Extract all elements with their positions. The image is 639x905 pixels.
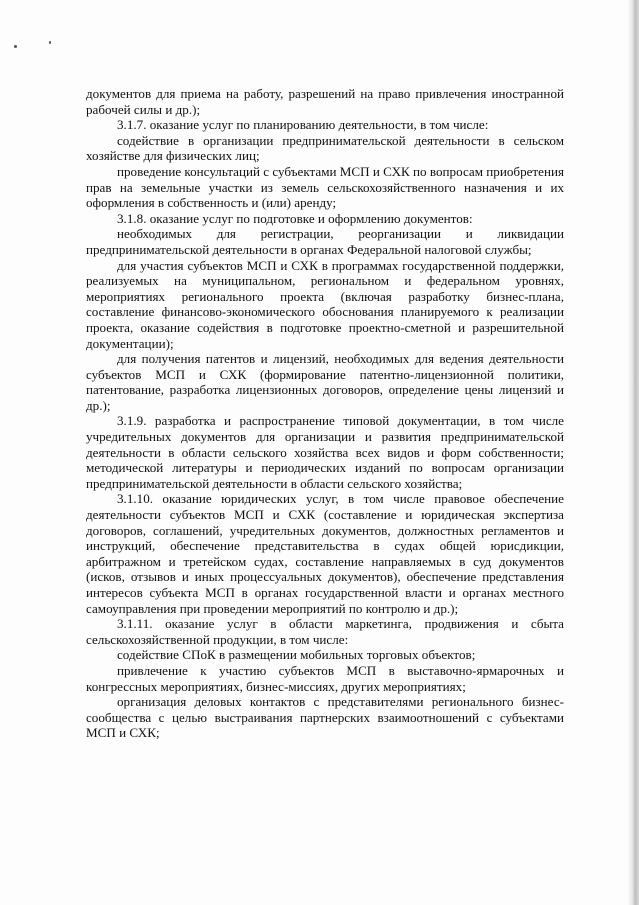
- paragraph-3-1-7-item: проведение консультаций с субъектами МСП и СХК по вопросам приобретения прав на земельные участки из земель сельскохозяйственного назначения и их оформления в собственность и (или) аренду;: [86, 163, 564, 211]
- paragraph-3-1-11: 3.1.11. оказание услуг в области маркетинга, продвижения и сбыта сельскохозяйственной продукции, в том числе:: [86, 616, 564, 647]
- paragraph-3-1-11-item: привлечение к участию субъектов МСП в выставочно-ярмарочных и конгрессных мероприятиях, бизнес-миссиях, других мероприятиях;: [86, 662, 564, 694]
- paragraph-3-1-7-item: содействие в организации предпринимательской деятельности в сельском хозяйстве для физических лиц;: [86, 132, 564, 164]
- scan-speck: [49, 41, 51, 44]
- paragraph-3-1-9: 3.1.9. разработка и распространение типовой документации, в том числе учредительных документов для организации и развития предпринимательской деятельности в области сельского хозяйства всех видов и форм собственности; методической литературы и периодических изданий по вопросам организации предпринимательской деятельности в области сельского хозяйства;: [86, 413, 564, 491]
- paragraph-continuation: документов для приема на работу, разрешений на право привлечения иностранной рабочей силы и др.);: [86, 86, 564, 117]
- scan-speck: [14, 45, 17, 48]
- paragraph-3-1-11-item: содействие СПоК в размещении мобильных торговых объектов;: [117, 647, 476, 663]
- document-body: [86, 86, 564, 741]
- paragraph-3-1-10: 3.1.10. оказание юридических услуг, в том числе правовое обеспечение деятельности субъектов МСП и СХК (составление и юридическая экспертиза договоров, соглашений, учредительных документов, должностных регламентов и инструкций, обеспечение представительства в судах общей юрисдикции, арбитражном и третейском судах, составление направляемых в суд документов (исков, отзывов и иных процессуальных документов), обеспечение представления интересов субъекта МСП в органах государственной власти и органах местного самоуправления при проведении мероприятий по контролю и др.);: [86, 491, 564, 616]
- paragraph-3-1-8-item: необходимых для регистрации, реорганизации и ликвидации предпринимательской деятельности в органах Федеральной налоговой службы;: [86, 226, 564, 257]
- scan-page-edge: [627, 0, 639, 905]
- paragraph-3-1-8: 3.1.8. оказание услуг по подготовке и оформлению документов:: [117, 210, 473, 226]
- paragraph-3-1-8-item: для участия субъектов МСП и СХК в программах государственной поддержки, реализуемых на муниципальном, региональном и федеральном уровнях, мероприятиях регионального проекта (включая разработку бизнес-плана, составление финансово-экономического обоснования планируемого к реализации проекта, оказание содействия в подготовке проектно-сметной и разрешительной документации);: [86, 257, 564, 351]
- paragraph-3-1-7: 3.1.7. оказание услуг по планированию деятельности, в том числе:: [117, 117, 489, 133]
- paragraph-3-1-8-item: для получения патентов и лицензий, необходимых для ведения деятельности субъектов МСП и СХК (формирование патентно-лицензионной политики, патентование, разработка лицензионных договоров, определение цены лицензий и др.);: [86, 351, 564, 413]
- paragraph-3-1-11-item: организация деловых контактов с представителями регионального бизнес-сообщества с целью выстраивания партнерских взаимоотношений с субъектами МСП и СХК;: [86, 694, 564, 741]
